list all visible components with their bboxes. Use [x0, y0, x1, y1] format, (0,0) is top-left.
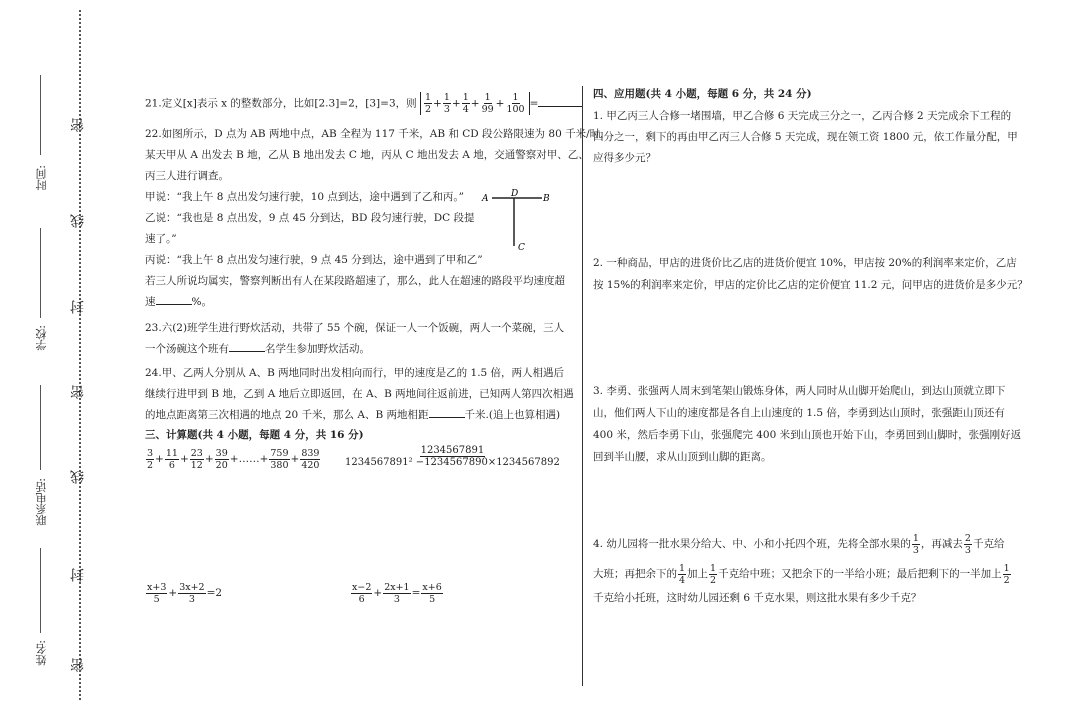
question-24-line: 继续行进甲到 B 地，乙到 A 地后立即返回，在 A、B 两地间往返前进，已知两人第四次相遇: [145, 388, 574, 400]
q21-frac: $\frac{1}{2}$: [424, 92, 432, 115]
q21-frac: $\frac{1}{3}$: [443, 92, 450, 115]
problem-1-line: 应得多少元？: [593, 152, 656, 164]
eq1-frac-b: $\frac{3x+2}{3}$: [179, 581, 205, 605]
q24-prefix: 的地点距离第三次相遇的地点 20 千米，那么 A、B 两地相距: [145, 409, 429, 421]
p4-text: ，再减去: [920, 538, 963, 550]
question-22-line: 速了。”: [145, 233, 177, 245]
question-24-line: [145, 405, 560, 426]
question-23-line: [145, 339, 370, 360]
problem-2-line: 按 15%的利润率来定价，甲店的定价比乙店的定价便宜 11.2 元，问甲店的进货价是多少元？: [593, 279, 1028, 291]
problem-4-line: [593, 561, 1012, 587]
q21-text: 21.定义[x]表示 x 的整数部分，比如[2.3]=2，[3]=3，则: [145, 97, 417, 110]
section-3-title: 三、计算题(共 4 小题，每题 4 分，共 16 分): [145, 429, 364, 441]
point-a-label: A: [482, 194, 489, 204]
road-diagram: [478, 188, 558, 256]
q21-frac: $\frac{1}{99}$: [481, 92, 494, 115]
q22-suffix: %。: [191, 296, 212, 308]
point-d-label: D: [511, 189, 519, 199]
problem-4-line: [593, 531, 1004, 557]
question-23-line: 23.六(2)班学生进行野炊活动，共带了 55 个碗，保证一人一个饭碗，两人一个菜碗，三人: [145, 322, 565, 334]
question-22-last-line: [145, 292, 212, 313]
p4-text: 千克给中班；又把余下的一半给小班；最后把剩下的一半加上: [718, 568, 1002, 580]
eq2-frac-b: $\frac{2x+1}{3}$: [384, 581, 410, 605]
problem-3-line: 3. 李勇、张强两人周末到笔架山锻炼身体，两人同时从山脚开始爬山，到达山顶就立即下: [593, 385, 1006, 397]
question-21: [145, 92, 582, 115]
p4-text: 加上: [687, 568, 709, 580]
seal-char: 封: [70, 300, 86, 314]
calc-frac: $\frac{759}{380}$: [270, 447, 289, 471]
calc-ellipsis: +……+: [229, 453, 269, 465]
q21-equals: =: [529, 97, 539, 110]
seal-char: 线: [70, 214, 86, 228]
calc-expr-2: [343, 445, 562, 468]
p4-frac: $\frac{1}{2}$: [710, 562, 717, 586]
q21-answer-blank[interactable]: [538, 95, 582, 107]
question-24-line: 24.甲、乙两人分别从 A、B 两地同时出发相向而行，甲的速度是乙的 1.5 倍，两人相遇后: [145, 367, 565, 379]
problem-3-line: 400 米，然后李勇下山，张强爬完 400 米到山顶也开始下山，李勇回到山脚时，张强刚好返: [593, 429, 1022, 441]
q21-frac: $\frac{1}{4}$: [462, 92, 469, 115]
school-label: 学校:: [35, 325, 48, 351]
eq2-frac-rhs: $\frac{x+6}{5}$: [422, 581, 442, 605]
name-label: 姓名:: [35, 640, 48, 666]
calc-frac: $\frac{11}{6}$: [165, 447, 178, 471]
q24-suffix: 千米.(追上也算相遇): [464, 409, 561, 421]
question-22-line: 丙三人进行调查。: [145, 170, 229, 182]
problem-1-line: 1. 甲乙丙三人合修一堵围墙，甲乙合修 6 天完成三分之一，乙丙合修 2 天完成余下工程的: [593, 110, 1012, 122]
p4-frac: $\frac{2}{3}$: [964, 532, 971, 556]
phone-label: 联系电话:: [35, 478, 48, 526]
eq1-rhs: =2: [206, 587, 223, 599]
seal-char: 密: [70, 658, 86, 672]
p4-text: 千克给: [972, 538, 1005, 550]
p4-frac: $\frac{1}{3}$: [912, 532, 919, 556]
seal-char: 线: [70, 470, 86, 484]
phone-field-line: [40, 385, 41, 470]
calc-frac: $\frac{3}{2}$: [147, 447, 154, 471]
q21-frac: $\frac{1}{100}$: [506, 92, 525, 115]
calc-big-numerator: 1234567891: [420, 445, 485, 456]
problem-3-line: 山，他们两人下山的速度都是各自上山速度的 1.5 倍，李勇到达山顶时，张强距山顶还有: [593, 407, 1005, 419]
question-22-line: 丙说：“我上午 8 点出发匀速行驶，9 点 45 分到达，途中遇到了甲和乙”: [145, 254, 483, 266]
calc-big-denominator: 1234567891² −1234567890×1234567892: [345, 457, 560, 468]
column-divider: [582, 86, 583, 686]
p4-frac: $\frac{1}{4}$: [679, 562, 686, 586]
q22-answer-blank[interactable]: [156, 293, 192, 305]
calc-frac: $\frac{839}{420}$: [301, 447, 320, 471]
q24-answer-blank[interactable]: [429, 406, 465, 418]
question-22-line: 某天甲从 A 出发去 B 地，乙从 B 地出发去 C 地，丙从 C 地出发去 A 地，交通警察对甲、乙、: [145, 149, 589, 161]
q23-prefix: 一个汤碗这个班有: [145, 343, 229, 355]
problem-2-line: 2. 一种商品，甲店的进货价比乙店的进货价便宜 10%，甲店按 20%的利润率来定价，乙店: [593, 257, 1017, 269]
eq2-frac-a: $\frac{x-2}{6}$: [352, 581, 372, 605]
question-22-line: 22.如图所示，D 点为 AB 两地中点，AB 全程为 117 千米，AB 和 CD 段公路限速为 80 千米/时，: [145, 128, 611, 140]
time-label: 时间:: [35, 165, 48, 191]
point-b-label: B: [543, 194, 550, 204]
time-field-line: [40, 75, 41, 155]
q22-prefix: 速: [145, 296, 156, 308]
p4-text: 4. 幼儿园将一批水果分给大、中、小和小托四个班，先将全部水果的: [593, 538, 911, 550]
equation-1: $\frac{x+3}{5}$ + $\frac{3x+2}{3}$ =2: [147, 581, 223, 605]
problem-4-line: 千克给小托班，这时幼儿园还剩 6 千克水果，则这批水果有多少千克？: [593, 592, 922, 604]
p4-text: 大班；再把余下的: [593, 568, 677, 580]
point-c-label: C: [518, 243, 525, 253]
p4-frac: $\frac{1}{2}$: [1003, 562, 1010, 586]
q21-bracket: $\frac{1}{2}$ + $\frac{1}{3}$ + $\frac{1}{4}$ + $\frac{1}{99}$ + $\frac{1}{100}$: [420, 92, 530, 115]
name-field-line: [40, 548, 41, 633]
q23-answer-blank[interactable]: [229, 340, 265, 352]
problem-3-line: 回到半山腰，求从山顶到山脚的距离。: [593, 451, 772, 463]
equation-2: $\frac{x-2}{6}$ + $\frac{2x+1}{3}$ = $\frac{x+6}{5}$: [352, 581, 442, 605]
seal-char: 密: [70, 385, 86, 399]
q23-suffix: 名学生参加野炊活动。: [265, 343, 370, 355]
calc-frac: $\frac{39}{20}$: [215, 447, 228, 471]
question-22-line: 若三人所说均属实，警察判断出有人在某段路超速了，那么，此人在超速的路段平均速度超: [145, 275, 565, 287]
question-22-line: 甲说：“我上午 8 点出发匀速行驶，10 点到达，途中遇到了乙和丙。”: [145, 191, 465, 203]
question-22-line: 乙说：“我也是 8 点出发，9 点 45 分到达，BD 段匀速行驶，DC 段提: [145, 212, 475, 224]
seal-char: 密: [70, 118, 86, 132]
calc-frac: $\frac{23}{12}$: [190, 447, 203, 471]
school-field-line: [40, 228, 41, 318]
binding-dotted-line: [79, 10, 81, 700]
seal-char: 封: [70, 568, 86, 582]
problem-1-line: 四分之一，剩下的再由甲乙丙三人合修 5 天完成，现在领工资 1800 元，依工作量分配，甲: [593, 131, 1018, 143]
eq1-frac-a: $\frac{x+3}{5}$: [147, 581, 167, 605]
section-4-title: 四、应用题(共 4 小题，每题 6 分，共 24 分): [593, 88, 812, 100]
calc-big-frac: [344, 445, 561, 468]
calc-expr-1: $\frac{3}{2}$ + $\frac{11}{6}$ + $\frac{23}{12}$ + $\frac{39}{20}$ +……+ $\frac{759}{380}$ + $\frac{839}{420}$: [147, 447, 320, 471]
